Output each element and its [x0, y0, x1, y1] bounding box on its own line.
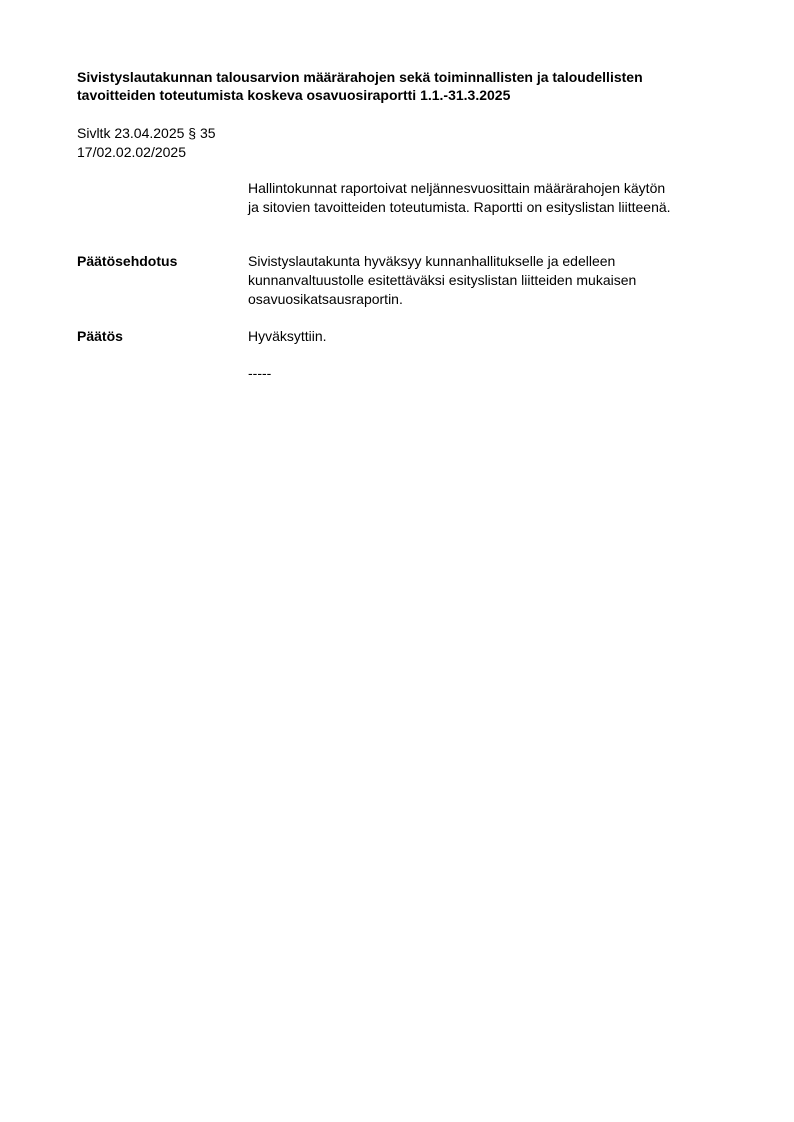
- end-marker: -----: [248, 365, 272, 381]
- document-title-line-2: tavoitteiden toteutumista koskeva osavuosiraportti 1.1.-31.3.2025: [77, 87, 511, 103]
- proposal-label: Päätösehdotus: [77, 253, 178, 269]
- proposal-text: [248, 252, 748, 309]
- meeting-reference-line: Sivltk 23.04.2025 § 35: [77, 125, 216, 141]
- intro-text: [248, 179, 748, 217]
- decision-label: Päätös: [77, 328, 123, 344]
- intro-line-2: ja sitovien tavoitteiden toteutumista. Raportti on esityslistan liitteenä.: [248, 199, 671, 215]
- case-number-line: 17/02.02.02/2025: [77, 144, 186, 160]
- decision-line: Hyväksyttiin.: [248, 328, 327, 344]
- document-title-line-1: Sivistyslautakunnan talousarvion määrärahojen sekä toiminnallisten ja taloudellisten: [77, 69, 643, 85]
- document-title: [77, 68, 757, 104]
- meeting-reference: [77, 124, 216, 162]
- proposal-line-1: Sivistyslautakunta hyväksyy kunnanhallitukselle ja edelleen: [248, 253, 616, 269]
- proposal-line-3: osavuosikatsausraportin.: [248, 291, 403, 307]
- proposal-line-2: kunnanvaltuustolle esitettäväksi esityslistan liitteiden mukaisen: [248, 272, 637, 288]
- decision-text: [248, 327, 748, 346]
- intro-line-1: Hallintokunnat raportoivat neljännesvuosittain määrärahojen käytön: [248, 180, 666, 196]
